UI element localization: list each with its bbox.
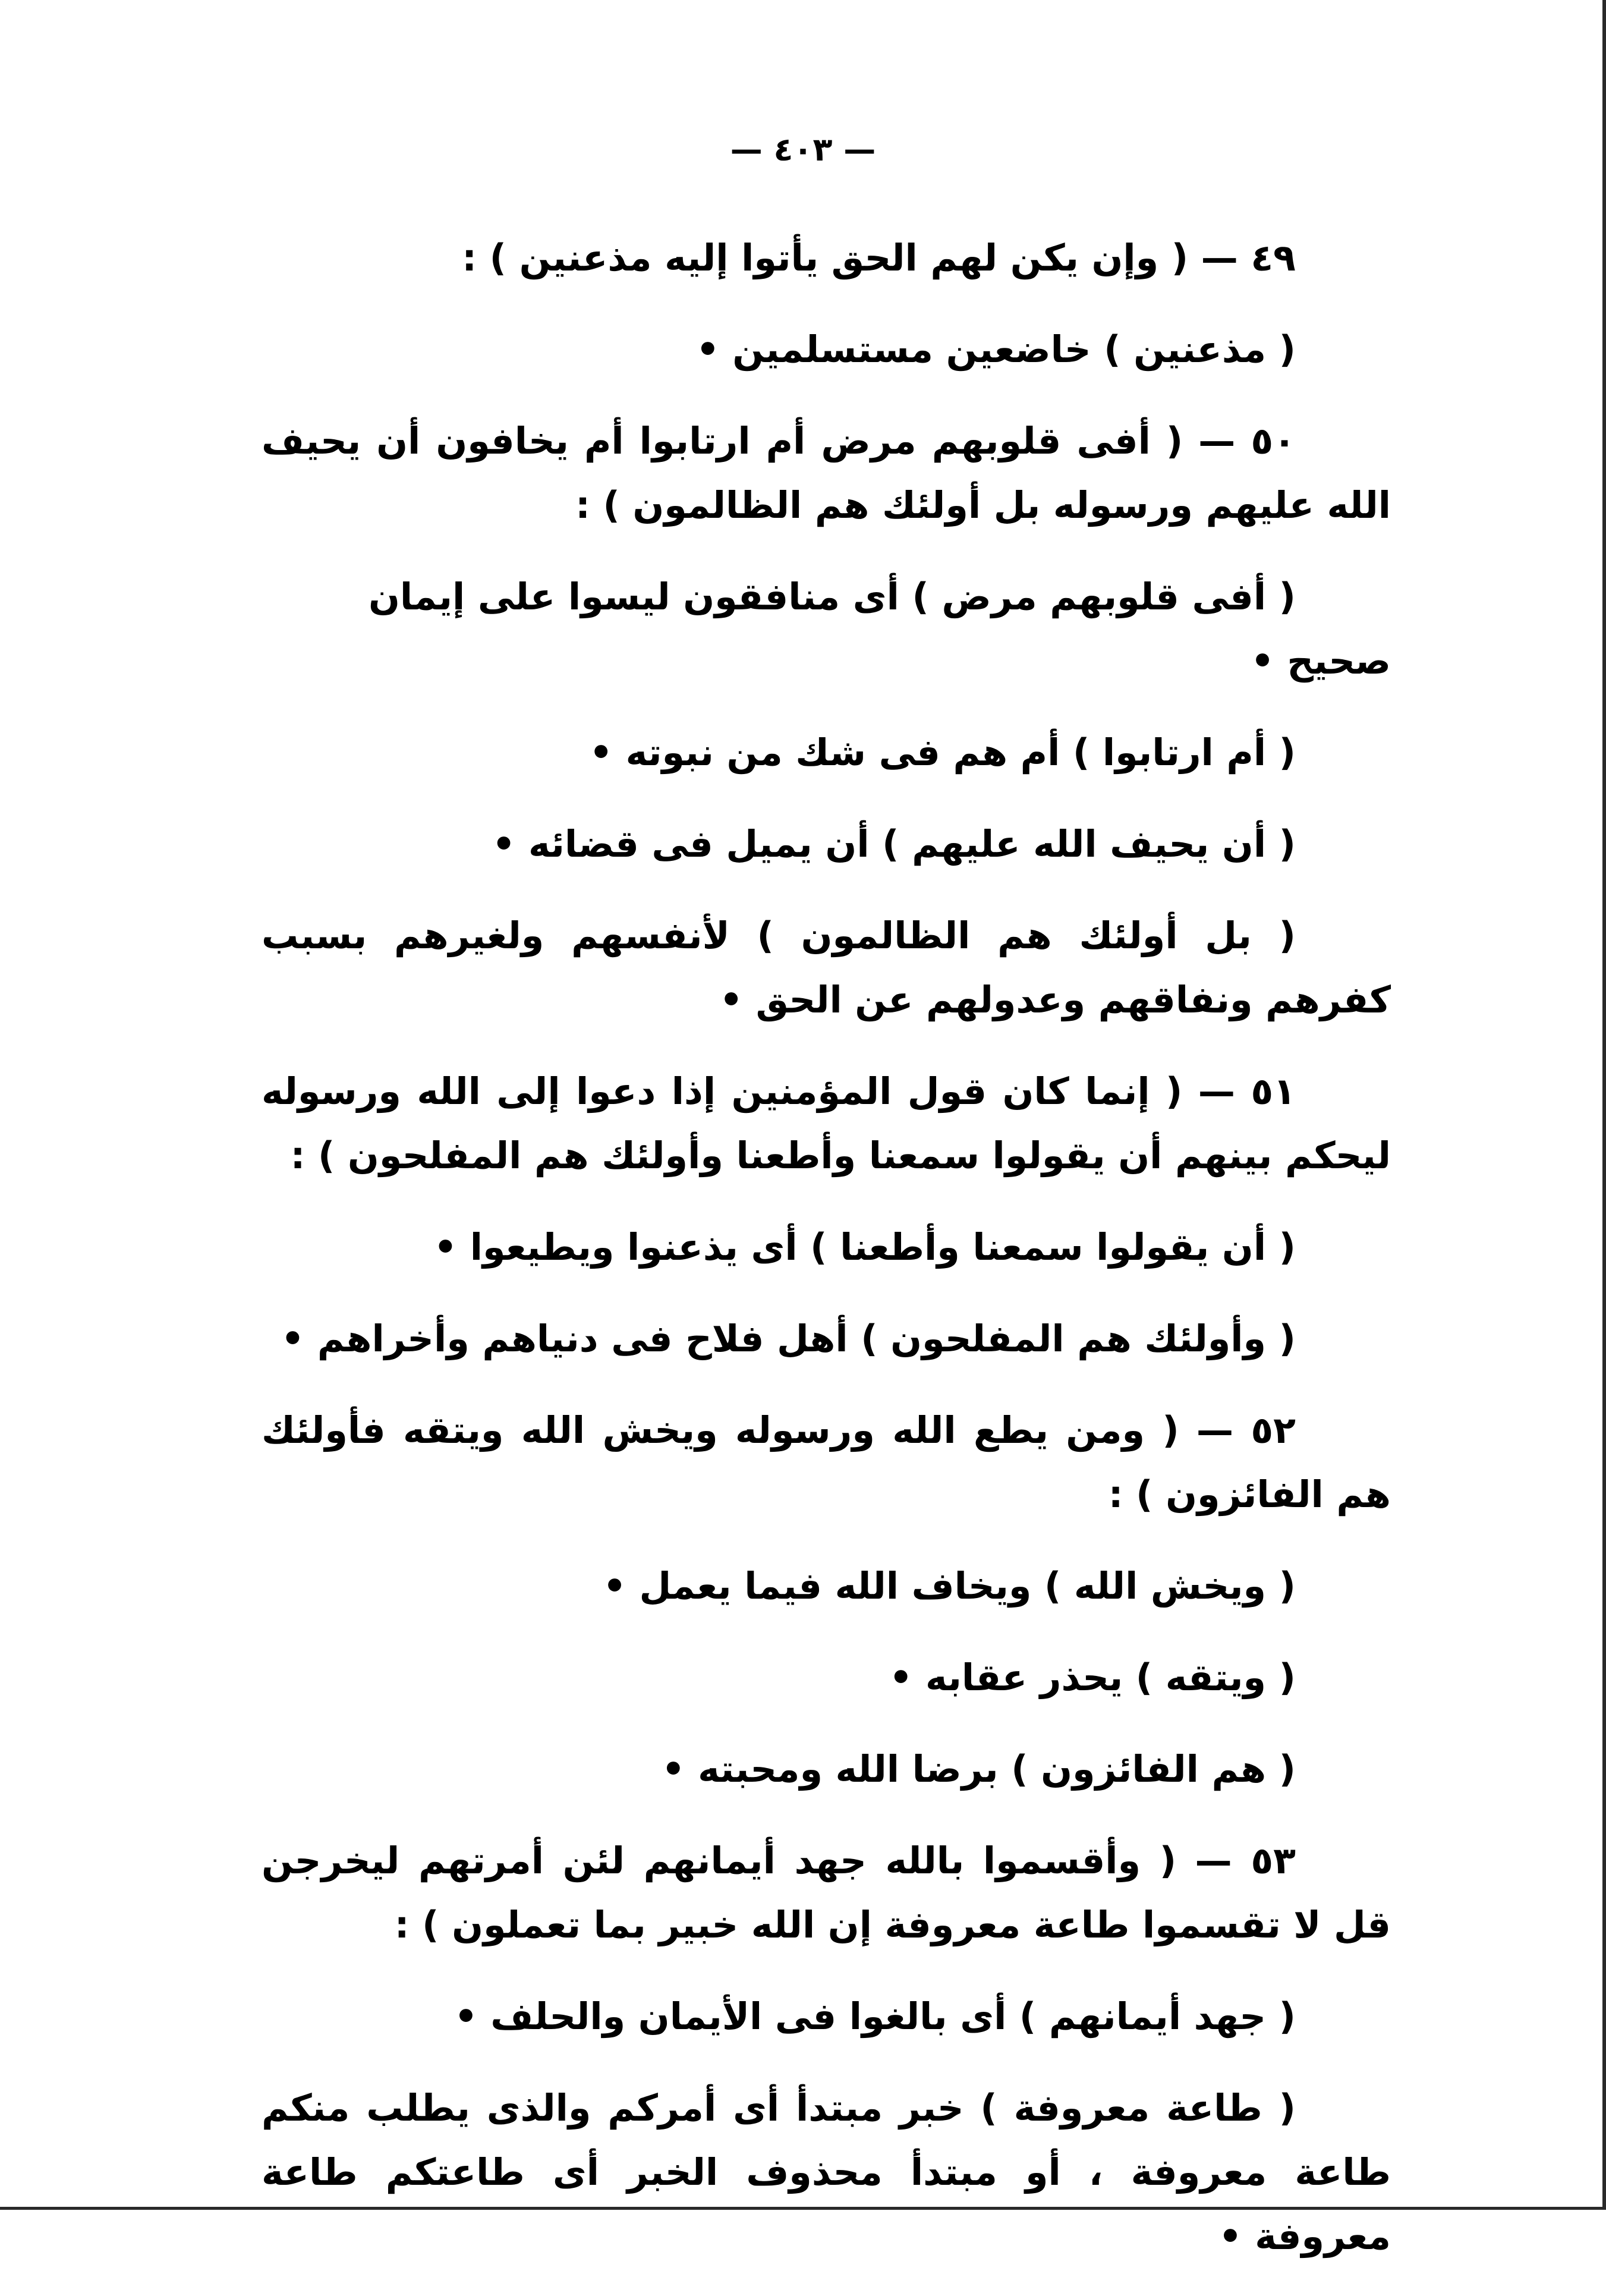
verse-52: ٥٢ — ( ومن يطع الله ورسوله ويخش الله ويتقه فأولئك هم الفائزون ) : [262,1408,1391,1516]
gloss-paragraph: ( أفى قلوبهم مرض ) أى منافقون ليسوا على إيمان صحيح • [368,575,1391,682]
gloss-paragraph: ( بل أولئك هم الظالمون ) لأنفسهم ولغيرهم بسبب كفرهم ونفاقهم وعدولهم عن الحق • [262,914,1391,1021]
page-border-right [1602,0,1606,2210]
page-number: — ٤٠٣ — [730,131,876,168]
gloss-paragraph: ( ويخش الله ) ويخاف الله فيما يعمل • [603,1564,1296,1608]
verse-53: ٥٣ — ( وأقسموا بالله جهد أيمانهم لئن أمرتهم ليخرجن قل لا تقسموا طاعة معروفة إن الله خبير بما تعملون ) : [262,1839,1391,1946]
gloss-paragraph: ( مذعنين ) خاضعين مستسلمين • [695,328,1296,371]
verse-50: ٥٠ — ( أفى قلوبهم مرض أم ارتابوا أم يخافون أن يحيف الله عليهم ورسوله بل أولئك هم الظالمون ) : [262,419,1391,527]
gloss-paragraph: ( هم الفائزون ) برضا الله ومحبته • [661,1747,1296,1791]
gloss-paragraph: ( جهد أيمانهم ) أى بالغوا فى الأيمان والحلف • [454,1995,1296,2038]
verse-51: ٥١ — ( إنما كان قول المؤمنين إذا دعوا إلى الله ورسوله ليحكم بينهم أن يقولوا سمعنا وأطعنا وأولئك هم المفلحون ) : [262,1070,1391,1177]
verse-49: ٤٩ — ( وإن يكن لهم الحق يأتوا إليه مذعنين ) : [462,236,1296,279]
gloss-paragraph: ( طاعة معروفة ) خبر مبتدأ أى أمركم والذى يطلب منكم طاعة معروفة ، أو مبتدأ محذوف الخبر أى طاعتكم طاعة معروفة • [262,2086,1391,2258]
gloss-paragraph: ( وأولئك هم المفلحون ) أهل فلاح فى دنياهم وأخراهم • [281,1317,1296,1360]
gloss-paragraph: ( أم ارتابوا ) أم هم فى شك من نبوته • [589,731,1296,774]
page-body [262,226,1391,2296]
gloss-paragraph: ( أن يحيف الله عليهم ) أن يميل فى قضائه • [492,822,1296,866]
gloss-paragraph: ( ويتقه ) يحذر عقابه • [889,1656,1296,1699]
gloss-paragraph: ( أن يقولوا سمعنا وأطعنا ) أى يذعنوا ويطيعوا • [433,1225,1296,1269]
